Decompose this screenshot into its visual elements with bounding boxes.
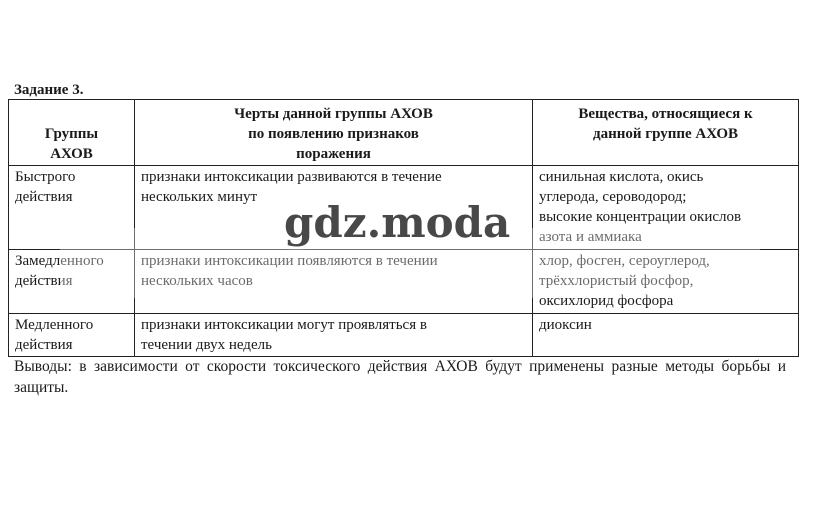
cell-line: течении двух недель	[141, 337, 272, 353]
cell-line: действия	[15, 189, 73, 205]
watermark-logo: gdz.moda	[284, 198, 511, 247]
cell-line: азота и аммиака	[539, 229, 642, 245]
header-line: Черты данной группы АХОВ	[234, 106, 433, 122]
task-title: Задание 3.	[14, 82, 84, 98]
header-line: данной группе АХОВ	[593, 126, 738, 142]
cell-line: высокие концентрации окислов	[539, 209, 742, 225]
cell-line: хлор, фосген, сероуглерод,	[539, 253, 710, 269]
header-line: АХОВ	[50, 146, 93, 162]
header-groups	[9, 100, 135, 166]
cell-line: трёххлористый фосфор,	[539, 273, 694, 289]
header-line: Вещества, относящиеся к	[578, 106, 753, 122]
cell-line: действия	[15, 273, 73, 289]
cell-line: признаки интоксикации развиваются в течение	[141, 169, 442, 185]
substances-cell	[533, 250, 799, 314]
cell-line: Быстрого	[15, 169, 76, 185]
cell-line: оксихлорид фосфора	[539, 293, 674, 309]
cell-line: Медленного	[15, 317, 94, 333]
header-features	[135, 100, 533, 166]
cell-line: углерода, сероводород;	[539, 189, 687, 205]
table-row	[9, 314, 799, 357]
features-cell	[135, 314, 533, 357]
cell-line: признаки интоксикации могут проявляться в	[141, 317, 427, 333]
features-cell	[135, 250, 533, 314]
cell-line: нескольких минут	[141, 189, 258, 205]
conclusion-text: Выводы: в зависимости от скорости токсического действия АХОВ будут применены разные методы борьбы и защиты.	[14, 358, 786, 396]
cell-line: диоксин	[539, 317, 592, 333]
cell-line: Замедленного	[15, 253, 104, 269]
cell-line: нескольких часов	[141, 273, 253, 289]
cell-line: синильная кислота, окись	[539, 169, 704, 185]
substances-cell	[533, 166, 799, 250]
group-cell	[9, 166, 135, 250]
header-line: Группы	[44, 126, 99, 142]
table-row	[9, 250, 799, 314]
group-cell	[9, 314, 135, 357]
substances-cell	[533, 314, 799, 357]
header-substances	[533, 100, 799, 166]
table-header-row	[9, 100, 799, 166]
cell-line: действия	[15, 337, 73, 353]
cell-line: признаки интоксикации появляются в течении	[141, 253, 438, 269]
header-line: по появлению признаков	[248, 126, 419, 142]
group-cell	[9, 250, 135, 314]
header-line: поражения	[296, 146, 371, 162]
